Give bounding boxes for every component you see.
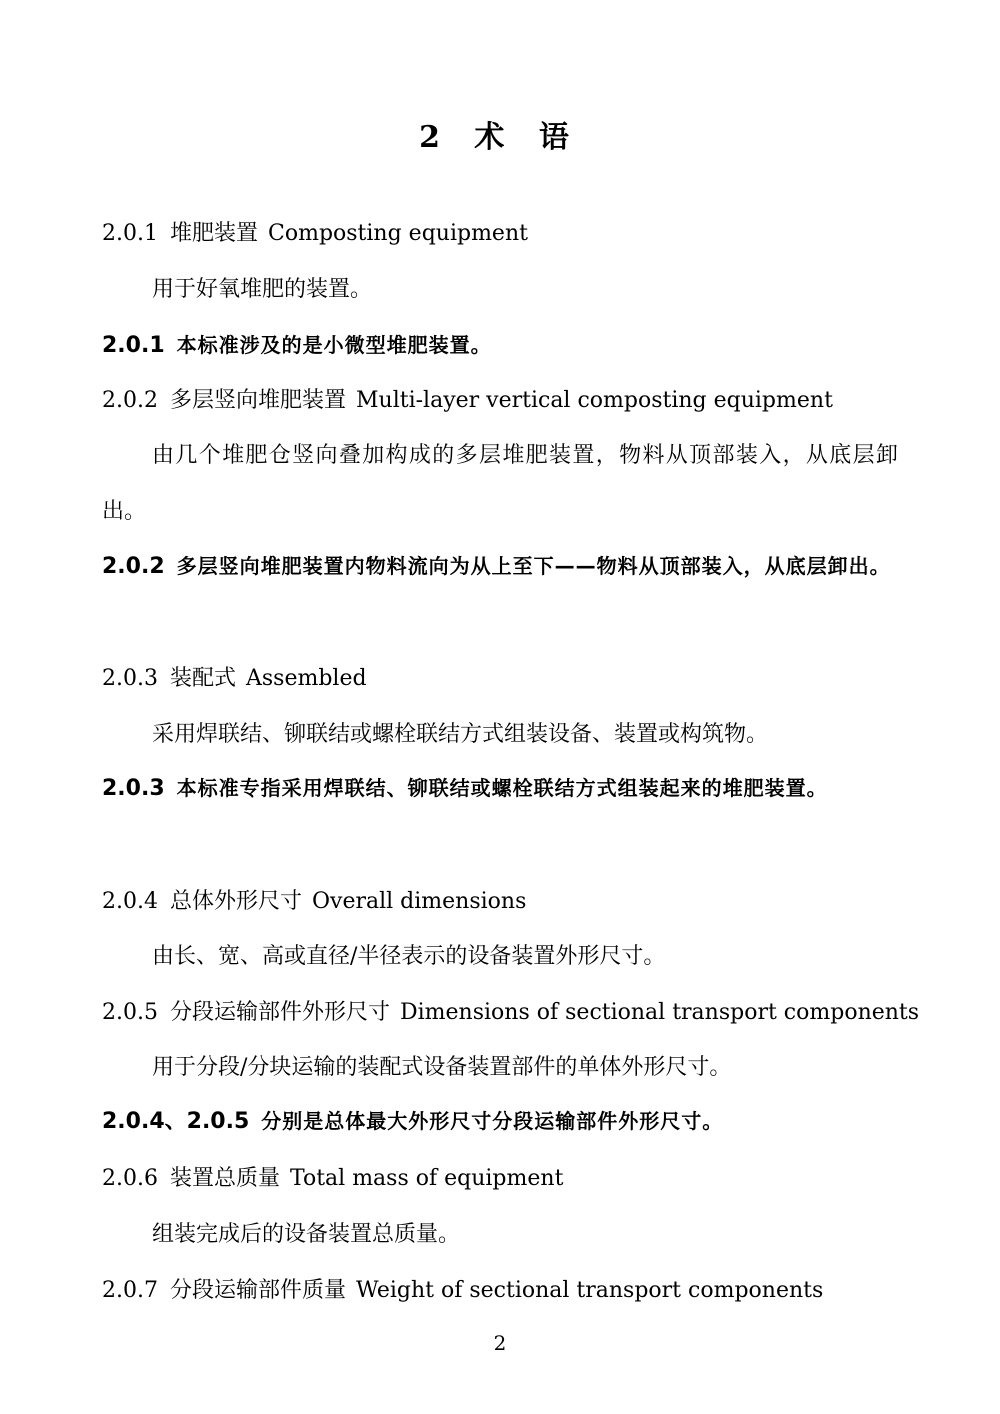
term-zh: 多层竖向堆肥装置 xyxy=(169,388,346,413)
page-number: 2 xyxy=(493,1331,507,1355)
term-en: Total mass of equipment xyxy=(290,1166,564,1191)
note-ref: 2.0.4、2.0.5 xyxy=(102,1109,250,1134)
term-en: Overall dimensions xyxy=(312,889,527,914)
page-title: 2 术 语 xyxy=(419,120,581,155)
term-zh: 装置总质量 xyxy=(169,1166,280,1191)
term-zh: 分段运输部件外形尺寸 xyxy=(169,1000,390,1025)
term-definition: 用于好氧堆肥的装置。 xyxy=(152,277,373,302)
explanation-note xyxy=(102,1093,898,1150)
term-zh: 装配式 xyxy=(169,666,236,691)
term-definition: 组装完成后的设备装置总质量。 xyxy=(152,1222,461,1247)
term-heading xyxy=(102,885,526,919)
term-heading xyxy=(102,384,833,418)
term-definition: 用于分段/分块运输的装配式设备装置部件的单体外形尺寸。 xyxy=(152,1055,732,1080)
term-number: 2.0.2 xyxy=(102,388,158,413)
term-number: 2.0.4 xyxy=(102,889,158,914)
note-text: 本标准涉及的是小微型堆肥装置。 xyxy=(176,333,492,357)
term-zh: 分段运输部件质量 xyxy=(169,1278,346,1303)
term-definition: 由长、宽、高或直径/半径表示的设备装置外形尺寸。 xyxy=(152,944,666,969)
term-heading xyxy=(102,1274,823,1308)
term-en: Composting equipment xyxy=(268,221,528,246)
explanation-note xyxy=(102,538,898,595)
term-zh: 总体外形尺寸 xyxy=(169,889,302,914)
note-ref: 2.0.2 xyxy=(102,554,165,579)
note-text: 多层竖向堆肥装置内物料流向为从上至下——物料从顶部装入，从底层卸出。 xyxy=(176,554,891,578)
explanation-note xyxy=(102,317,898,374)
note-text: 分别是总体最大外形尺寸分段运输部件外形尺寸。 xyxy=(261,1109,724,1133)
term-definition: 采用焊联结、铆联结或螺栓联结方式组装设备、装置或构筑物。 xyxy=(152,722,769,747)
term-definition: 由几个堆肥仓竖向叠加构成的多层堆肥装置，物料从顶部装入，从底层卸出。 xyxy=(102,443,898,524)
term-heading xyxy=(102,217,528,251)
term-number: 2.0.6 xyxy=(102,1166,158,1191)
term-number: 2.0.1 xyxy=(102,221,158,246)
note-ref: 2.0.1 xyxy=(102,333,165,358)
term-number: 2.0.7 xyxy=(102,1278,158,1303)
term-en: Dimensions of sectional transport components xyxy=(400,1000,920,1025)
note-text: 本标准专指采用焊联结、铆联结或螺栓联结方式组装起来的堆肥装置。 xyxy=(176,776,828,800)
term-en: Multi-layer vertical composting equipment xyxy=(356,388,833,413)
term-en: Weight of sectional transport components xyxy=(356,1278,824,1303)
term-en: Assembled xyxy=(246,666,367,691)
note-ref: 2.0.3 xyxy=(102,776,165,801)
term-heading xyxy=(102,996,919,1030)
term-zh: 堆肥装置 xyxy=(169,221,258,246)
term-number: 2.0.5 xyxy=(102,1000,158,1025)
term-number: 2.0.3 xyxy=(102,666,158,691)
term-heading xyxy=(102,662,367,696)
term-heading xyxy=(102,1162,563,1196)
explanation-note xyxy=(102,760,898,817)
